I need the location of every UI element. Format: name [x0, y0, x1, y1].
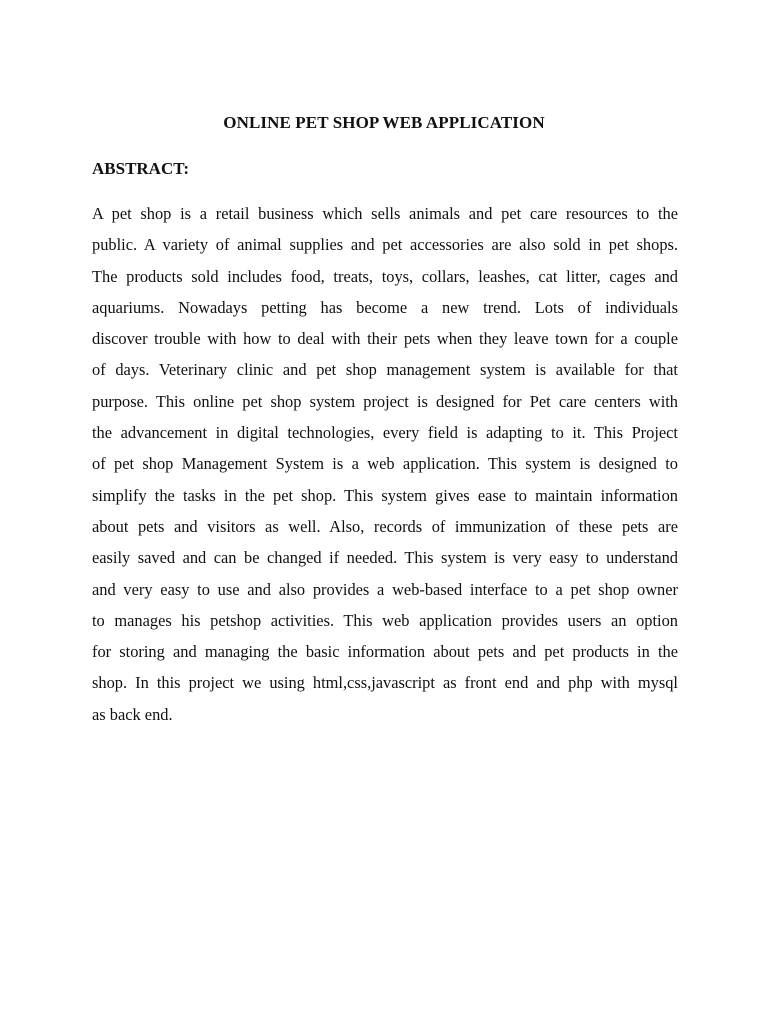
- abstract-line: aquariums. Nowadays petting has become a new trend. Lots of individuals: [92, 297, 678, 317]
- abstract-heading: ABSTRACT:: [92, 159, 189, 178]
- abstract-line: discover trouble with how to deal with their pets when they leave town for a couple: [92, 329, 678, 349]
- abstract-line: of days. Veterinary clinic and pet shop management system is available for that: [92, 360, 678, 380]
- abstract-line: public. A variety of animal supplies and pet accessories are also sold in pet shops.: [92, 235, 678, 255]
- abstract-line: of pet shop Management System is a web application. This system is designed to: [92, 454, 678, 474]
- abstract-line: easily saved and can be changed if needed. This system is very easy to understand: [92, 548, 678, 568]
- abstract-line: purpose. This online pet shop system project is designed for Pet care centers with: [92, 391, 678, 411]
- abstract-body: [92, 198, 678, 730]
- abstract-line: the advancement in digital technologies, every field is adapting to it. This Project: [92, 423, 678, 443]
- document-title: ONLINE PET SHOP WEB APPLICATION: [223, 113, 545, 132]
- abstract-line: A pet shop is a retail business which sells animals and pet care resources to the: [92, 204, 678, 223]
- abstract-line: as back end.: [92, 704, 173, 724]
- abstract-line: The products sold includes food, treats, toys, collars, leashes, cat litter, cages and: [92, 266, 678, 286]
- abstract-line: simplify the tasks in the pet shop. This system gives ease to maintain information: [92, 485, 678, 505]
- abstract-line: for storing and managing the basic information about pets and pet products in the: [92, 642, 678, 662]
- abstract-line: about pets and visitors as well. Also, records of immunization of these pets are: [92, 516, 678, 536]
- abstract-line: and very easy to use and also provides a web-based interface to a pet shop owner: [92, 579, 678, 599]
- abstract-line: shop. In this project we using html,css,javascript as front end and php with mysql: [92, 673, 678, 693]
- abstract-line: to manages his petshop activities. This web application provides users an option: [92, 610, 678, 630]
